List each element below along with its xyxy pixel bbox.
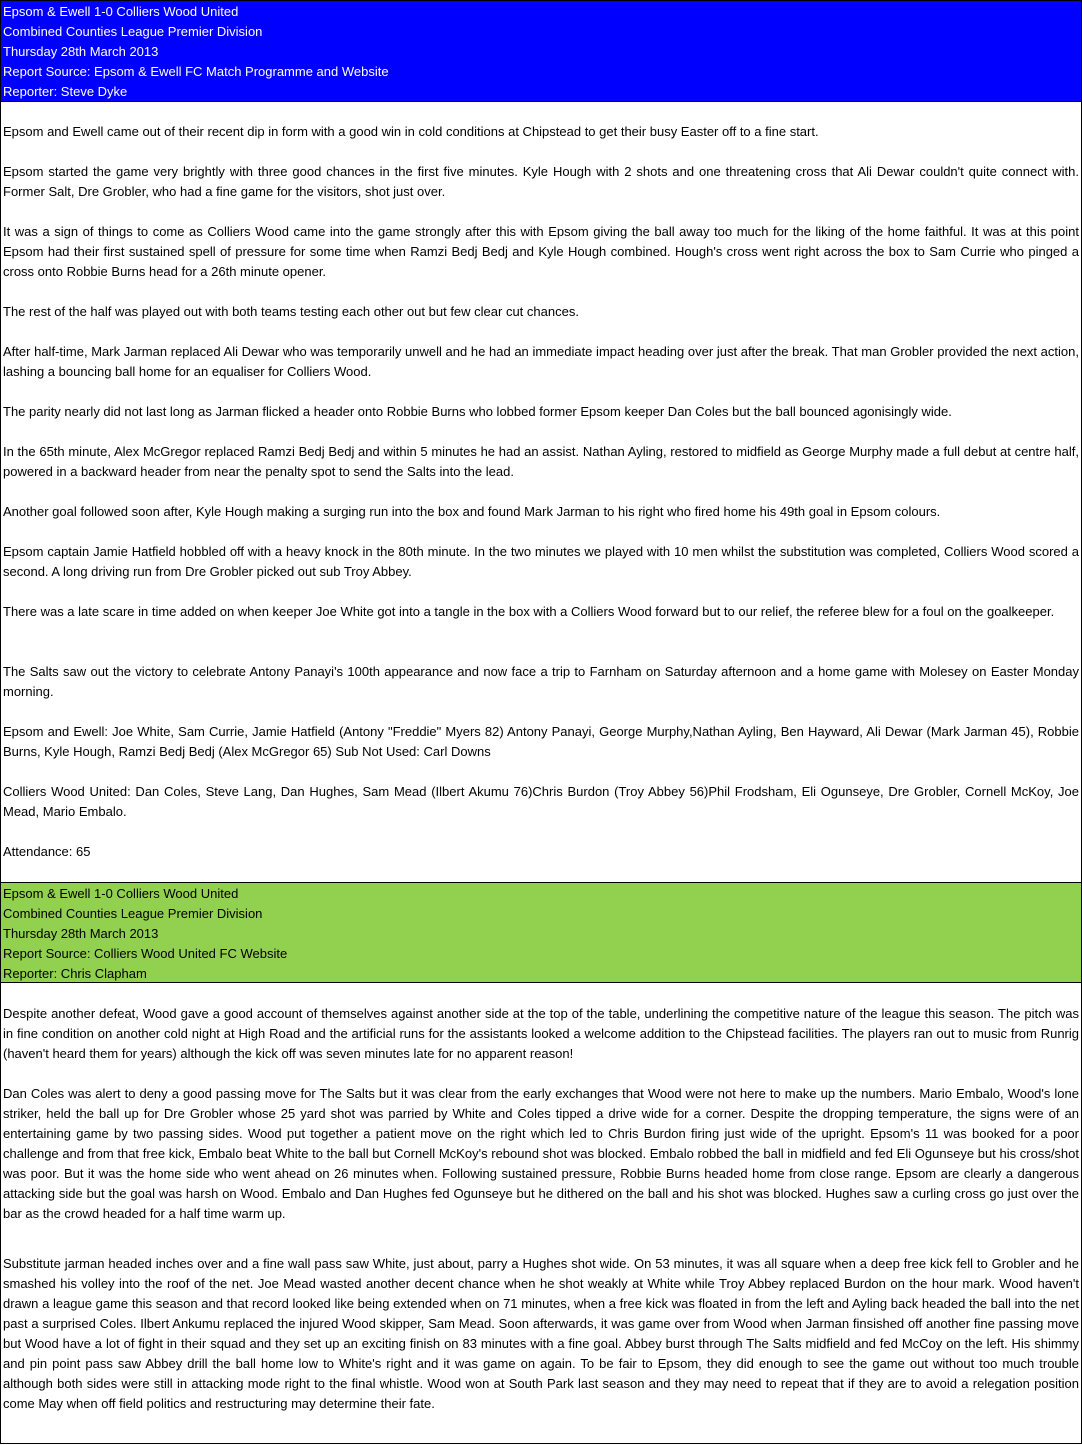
report1-reporter: Reporter: Steve Dyke bbox=[3, 84, 128, 99]
report2-source: Report Source: Colliers Wood United FC Website bbox=[3, 946, 288, 961]
report1-paragraph: Epsom captain Jamie Hatfield hobbled off with a heavy knock in the 80th minute. In the two minutes we played with 10 men whilst the substitution was completed, Colliers Wood scored a second. A long driving run from Dre Grobler picked out sub Troy Abbey. bbox=[3, 544, 1079, 579]
report1-competition: Combined Counties League Premier Division bbox=[3, 24, 263, 39]
report2-body bbox=[0, 983, 1082, 1444]
report1-paragraph: There was a late scare in time added on when keeper Joe White got into a tangle in the box with a Colliers Wood forward but to our relief, the referee blew for a foul on the goalkeeper. bbox=[3, 604, 1055, 619]
report1-header bbox=[0, 0, 1082, 102]
report2-title: Epsom & Ewell 1-0 Colliers Wood United bbox=[3, 886, 239, 901]
report2-reporter: Reporter: Chris Clapham bbox=[3, 966, 147, 981]
report1-source: Report Source: Epsom & Ewell FC Match Programme and Website bbox=[3, 64, 389, 79]
report1-paragraph: The rest of the half was played out with both teams testing each other out but few clear cut chances. bbox=[3, 304, 579, 319]
report1-lineup-colliers-wood: Colliers Wood United: Dan Coles, Steve Lang, Dan Hughes, Sam Mead (Ilbert Akumu 76)Chris Burdon (Troy Abbey 56)Phil Frodsham, Eli Ogunseye, Dre Grobler, Cornell McKoy, Joe Mead, Mario Embalo. bbox=[3, 784, 1079, 819]
report1-paragraph: It was a sign of things to come as Colliers Wood came into the game strongly after this with Epsom giving the ball away too much for the liking of the home faithful. It was at this point Epsom had their first sustained spell of pressure for some time when Ramzi Bedj Bedj and Kyle Hough combined. Hough's cross went right across the box to Sam Currie who pinged a cross onto Robbie Burns head for a 26th minute opener. bbox=[3, 224, 1079, 279]
report1-paragraph: In the 65th minute, Alex McGregor replaced Ramzi Bedj Bedj and within 5 minutes he had an assist. Nathan Ayling, restored to midfield as George Murphy made a full debut at centre half, powered in a backward header from near the penalty spot to send the Salts into the lead. bbox=[3, 444, 1079, 479]
report1-date: Thursday 28th March 2013 bbox=[3, 44, 159, 59]
report1-body bbox=[0, 102, 1082, 882]
report1-paragraph: Epsom started the game very brightly with three good chances in the first five minutes. Kyle Hough with 2 shots and one threatening cross that Ali Dewar couldn't quite connect with. Former Salt, Dre Grobler, who had a fine game for the visitors, shot just over. bbox=[3, 164, 1079, 199]
report1-paragraph: After half-time, Mark Jarman replaced Ali Dewar who was temporarily unwell and he had an immediate impact heading over just after the break. That man Grobler provided the next action, lashing a bouncing ball home for an equaliser for Colliers Wood. bbox=[3, 344, 1079, 379]
report1-attendance: Attendance: 65 bbox=[3, 844, 91, 859]
report2-paragraph: Despite another defeat, Wood gave a good account of themselves against another side at the top of the table, underlining the competitive nature of the league this season. The pitch was in fine condition on another cold night at High Road and the artificial runs for the assistants looked a welcome addition to the Chipstead facilities. The players ran out to music from Runrig (haven't heard them for years) although the kick off was seven minutes late for no apparent reason! bbox=[3, 1006, 1079, 1061]
report1-paragraph: The parity nearly did not last long as Jarman flicked a header onto Robbie Burns who lobbed former Epsom keeper Dan Coles but the ball bounced agonisingly wide. bbox=[3, 404, 952, 419]
report2-competition: Combined Counties League Premier Division bbox=[3, 906, 263, 921]
report1-paragraph: Another goal followed soon after, Kyle Hough making a surging run into the box and found Mark Jarman to his right who fired home his 49th goal in Epsom colours. bbox=[3, 504, 941, 519]
report2-header bbox=[0, 882, 1082, 983]
report1-title: Epsom & Ewell 1-0 Colliers Wood United bbox=[3, 4, 239, 19]
report1-lineup-epsom: Epsom and Ewell: Joe White, Sam Currie, Jamie Hatfield (Antony "Freddie" Myers 82) Antony Panayi, George Murphy,Nathan Ayling, Ben Hayward, Ali Dewar (Mark Jarman 45), Robbie Burns, Kyle Hough, Ramzi Bedj Bedj (Alex McGregor 65) Sub Not Used: Carl Downs bbox=[3, 724, 1079, 759]
report1-paragraph: Epsom and Ewell came out of their recent dip in form with a good win in cold conditions at Chipstead to get their busy Easter off to a fine start. bbox=[3, 124, 819, 139]
report2-paragraph: Dan Coles was alert to deny a good passing move for The Salts but it was clear from the early exchanges that Wood were not here to make up the numbers. Mario Embalo, Wood's lone striker, held the ball up for Dre Grobler whose 25 yard shot was parried by White and Coles tipped a drive wide for a corner. Despite the dropping temperature, the signs were of an entertaining game by two passing sides. Wood put together a patient move on the right which led to Chris Burdon firing just wide of the upright. Epsom's 11 was booked for a poor challenge and from that free kick, Embalo beat White to the ball but Cornell McKoy's rebound shot was blocked. Embalo robbed the ball in midfield and fed Eli Ogunseye but his cross/shot was poor. But it was the home side who went ahead on 26 minutes when. Following sustained pressure, Robbie Burns headed home from close range. Epsom are clearly a dangerous attacking side but the goal was harsh on Wood. Embalo and Dan Hughes fed Ogunseye but he dithered on the ball and his shot was blocked. Hughes saw a curling cross go just over the bar as the crowd headed for a half time warm up. bbox=[3, 1086, 1079, 1221]
report2-date: Thursday 28th March 2013 bbox=[3, 926, 159, 941]
report2-paragraph: Substitute jarman headed inches over and a fine wall pass saw White, just about, parry a Hughes shot wide. On 53 minutes, it was all square when a deep free kick fell to Grobler and he smashed his volley into the roof of the net. Joe Mead wasted another decent chance when he shot weakly at White while Troy Abbey replaced Burdon on the hour mark. Wood haven't drawn a league game this season and that record looked like being extended when on 71 minutes, when a free kick was floated in from the left and Ayling back headed the ball into the net past a surprised Coles. Ilbert Ankumu replaced the injured Wood skipper, Sam Mead. Soon afterwards, it was game over from Wood when Jarman finsished off another fine passing move but Wood have a lot of fight in their squad and they set up an exciting finish on 83 minutes with a fine goal. Abbey burst through The Salts midfield and fed McCoy on the left. His shimmy and pin point pass saw Abbey drill the ball home low to White's right and it was game on again. To be fair to Epsom, they did enough to see the game out without too much trouble although both sides were still in attacking mode right to the final whistle. Wood won at South Park last season and they may need to repeat that if they are to avoid a relegation position come May when off field politics and restructuring may determine their fate. bbox=[3, 1256, 1079, 1411]
report1-paragraph: The Salts saw out the victory to celebrate Antony Panayi's 100th appearance and now face a trip to Farnham on Saturday afternoon and a home game with Molesey on Easter Monday morning. bbox=[3, 664, 1079, 699]
